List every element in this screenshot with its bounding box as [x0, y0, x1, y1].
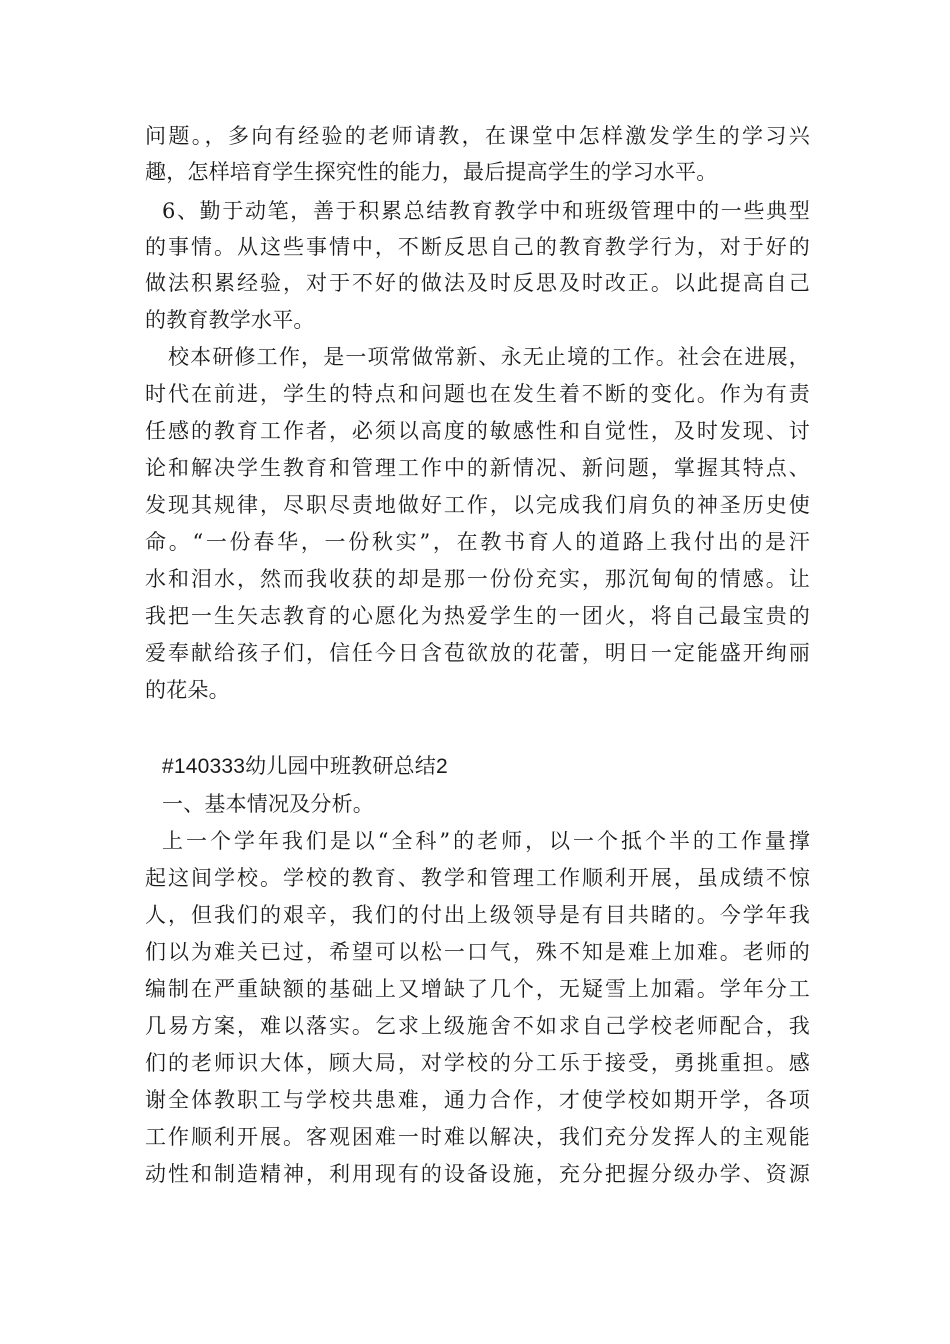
- paragraph-line: 问题。，多向有经验的老师请教，在课堂中怎样激发学生的学习兴: [145, 124, 810, 148]
- paragraph-line: 命。“一份春华，一份秋实”，在教书育人的道路上我付出的是汗: [145, 530, 810, 554]
- paragraph-line: 发现其规律，尽职尽责地做好工作，以完成我们肩负的神圣历史使: [145, 493, 810, 517]
- section-subtitle: 一、基本情况及分析。: [162, 792, 374, 816]
- paragraph-line: 们的老师识大体，顾大局，对学校的分工乐于接受，勇挑重担。感: [145, 1051, 810, 1075]
- paragraph-line: 的事情。从这些事情中，不断反思自己的教育教学行为，对于好的: [145, 235, 810, 259]
- paragraph-line: 谢全体教职工与学校共患难，通力合作，才使学校如期开学，各项: [145, 1088, 810, 1112]
- paragraph-line: 我把一生矢志教育的心愿化为热爱学生的一团火，将自己最宝贵的: [145, 604, 810, 628]
- paragraph-line: 的花朵。: [145, 678, 230, 702]
- paragraph-line: 水和泪水，然而我收获的却是那一份份充实，那沉甸甸的情感。让: [145, 567, 810, 591]
- paragraph-line: 趣，怎样培育学生探究性的能力，最后提高学生的学习水平。: [145, 160, 718, 184]
- paragraph-line: 论和解决学生教育和管理工作中的新情况、新问题，掌握其特点、: [145, 456, 810, 480]
- paragraph-line: 动性和制造精神，利用现有的设备设施，充分把握分级办学、资源: [145, 1162, 810, 1186]
- paragraph-line: 们以为难关已过，希望可以松一口气，殊不知是难上加难。老师的: [145, 940, 810, 964]
- paragraph-line: 上一个学年我们是以“全科”的老师，以一个抵个半的工作量撑: [162, 829, 810, 853]
- paragraph-line: 做法积累经验，对于不好的做法及时反思及时改正。以此提高自己: [145, 271, 810, 295]
- paragraph-line: 几易方案，难以落实。乞求上级施舍不如求自己学校老师配合，我: [145, 1014, 810, 1038]
- section-title: #140333幼儿园中班教研总结2: [162, 755, 448, 778]
- paragraph-line: 人，但我们的艰辛，我们的付出上级领导是有目共睹的。今学年我: [145, 903, 810, 927]
- paragraph-line: 编制在严重缺额的基础上又增缺了几个，无疑雪上加霜。学年分工: [145, 977, 810, 1001]
- paragraph-line: 爱奉献给孩子们，信任今日含苞欲放的花蕾，明日一定能盛开绚丽: [145, 641, 810, 665]
- paragraph-line: 的教育教学水平。: [145, 308, 315, 332]
- paragraph-line: 时代在前进，学生的特点和问题也在发生着不断的变化。作为有责: [145, 382, 810, 406]
- paragraph-line: 校本研修工作，是一项常做常新、永无止境的工作。社会在进展，: [168, 345, 810, 369]
- paragraph-line: 起这间学校。学校的教育、教学和管理工作顺利开展，虽成绩不惊: [145, 866, 810, 890]
- paragraph-line: 任感的教育工作者，必须以高度的敏感性和自觉性，及时发现、讨: [145, 419, 810, 443]
- paragraph-line: 工作顺利开展。客观困难一时难以解决，我们充分发挥人的主观能: [145, 1125, 810, 1149]
- paragraph-line: 6、勤于动笔，善于积累总结教育教学中和班级管理中的一些典型: [162, 199, 810, 223]
